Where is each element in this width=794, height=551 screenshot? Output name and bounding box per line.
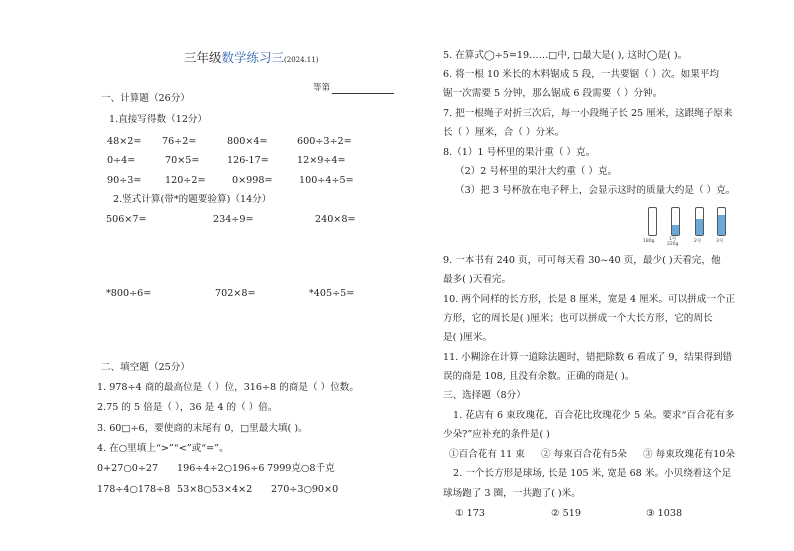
calc-r3-c4: 100÷4÷5=	[299, 175, 354, 186]
cup-2	[695, 209, 704, 236]
fill-q8-1: 8.（1）1 号杯里的果汁重（ ）克。	[443, 147, 596, 158]
compare-r2-c1: 178÷4○178÷8	[97, 484, 171, 495]
title-grade: 三年级	[184, 50, 222, 65]
choice-q1-option-2[interactable]: ② 每束百合花有5朵	[541, 449, 627, 460]
calc-r1-c2: 76÷2=	[162, 136, 197, 147]
fill-q10-line2: 方形，它的周长是( )厘米；也可以拼成一个大长方形，它的周长	[443, 313, 713, 324]
calc-r3-c3: 0×998=	[232, 175, 273, 186]
fill-q7-line2: 长（ ）厘米，合（ ）分米。	[443, 127, 565, 138]
choice-q2-option-1[interactable]: ① 173	[455, 508, 485, 519]
cup-label-4: 3号	[716, 239, 724, 244]
fill-q1: 1. 978÷4 商的最高位是（ ）位，316÷8 的商是（ ）位数。	[97, 382, 359, 393]
vertical-calc-3: 240×8=	[315, 214, 356, 225]
vertical-calc-4: *800÷6=	[106, 288, 152, 299]
calc-r1-c1: 48×2=	[107, 136, 142, 147]
fill-q8-2: （2）2 号杯里的果汁大约重（ ）克。	[455, 166, 618, 177]
fill-q7-line1: 7. 把一根绳子对折三次后，每一小段绳子长 25 厘米，这跟绳子原来	[443, 108, 733, 119]
cup-label-1: 180g	[643, 239, 655, 244]
section1-header: 一、计算题（26分）	[101, 93, 190, 104]
vertical-calc-2: 234÷9=	[213, 214, 254, 225]
choice-q1-line2: 少朵?”应补充的条件是( )	[443, 429, 550, 440]
calc-r2-c1: 0÷4=	[107, 155, 136, 166]
calc-r3-c2: 120÷2=	[165, 175, 206, 186]
cup-1	[671, 209, 680, 236]
cup-label-2a: 1号	[669, 237, 677, 242]
fill-q4: 4. 在○里填上“>”“<”或“=”。	[97, 443, 229, 454]
calc-r2-c4: 12×9÷4=	[297, 155, 346, 166]
fill-q6-line1: 6. 将一根 10 米长的木料锯成 5 段，一共要锯（ ）次。如果平均	[443, 69, 720, 80]
fill-q9-line1: 9. 一本书有 240 页，可可每天看 30~40 页，最少( )天看完，他	[443, 255, 721, 266]
cup-3	[717, 209, 726, 236]
vertical-calc-6: *405÷5=	[309, 288, 355, 299]
choice-q2-line1: 2. 一个长方形是球场, 长是 105 米, 宽是 68 米。小贝绕着这个足	[453, 468, 732, 479]
compare-r2-c2: 53×8○53×4×2	[177, 484, 253, 495]
compare-r1-c1: 0+27○0÷27	[97, 463, 159, 474]
calc-r3-c1: 90÷3=	[107, 175, 142, 186]
grade-field[interactable]	[313, 82, 394, 94]
grade-blank[interactable]	[332, 84, 394, 94]
section3-header: 三、选择题（8分）	[443, 390, 526, 401]
worksheet-title	[184, 48, 318, 66]
choice-q2-option-3[interactable]: ③ 1038	[646, 508, 683, 519]
fill-q10-line3: 是( )厘米。	[443, 332, 492, 343]
calc-r2-c3: 126-17=	[227, 155, 269, 166]
choice-q2-option-2[interactable]: ② 519	[551, 508, 581, 519]
fill-q11-line1: 11. 小糊涂在计算一道除法题时，错把除数 6 看成了 9，结果得到错	[443, 352, 733, 363]
compare-r1-c2: 196÷4÷2○196÷6	[177, 463, 265, 474]
fill-q11-line2: 误的商是 108, 且没有余数。正确的商是( )。	[443, 371, 635, 382]
fill-q5: 5. 在算式◯÷5=19……□中, □最大是( ), 这时◯是( )。	[443, 50, 688, 61]
cup-reference	[648, 209, 657, 236]
compare-r2-c3: 270÷3○90×0	[271, 484, 339, 495]
fill-q8-3: （3）把 3 号杯放在电子秤上，会显示这时的质量大约是（ ）克。	[455, 185, 736, 196]
grade-label: 等第	[313, 83, 331, 93]
choice-q1-option-1[interactable]: ①百合花有 11 束	[449, 449, 525, 460]
choice-q2-line2: 球场跑了 3 圈，一共跑了( )米。	[443, 488, 581, 499]
fill-q9-line2: 最多( )天看完。	[443, 274, 512, 285]
part1-header: 1.直接写得数（12分）	[109, 114, 208, 125]
title-subject: 数学练习三	[221, 50, 285, 65]
fill-q6-line2: 锯一次需要 5 分钟，那么锯成 6 段需要（ ）分钟。	[443, 88, 663, 99]
calc-r2-c2: 70×5=	[165, 155, 200, 166]
fill-q10-line1: 10. 两个同样的长方形，长是 8 厘米，宽是 4 厘米。可以拼成一个正	[443, 294, 736, 305]
cup-label-3: 2号	[694, 239, 702, 244]
choice-q1-option-3[interactable]: ③ 每束玫瑰花有10朵	[643, 449, 736, 460]
section2-header: 二、填空题（25分）	[101, 362, 190, 373]
vertical-calc-1: 506×7=	[106, 214, 147, 225]
vertical-calc-5: 702×8=	[215, 288, 256, 299]
fill-q2: 2.75 的 5 倍是（ ），36 是 4 的（ ）倍。	[97, 402, 278, 413]
cup-label-2b: 220g	[667, 242, 679, 247]
calc-r1-c4: 600÷3÷2=	[297, 136, 352, 147]
title-date: (2024.11)	[284, 56, 319, 64]
fill-q3: 3. 60□÷6，要使商的末尾有 0，□里最大填( )。	[97, 423, 308, 434]
compare-r1-c3: 7999克○8千克	[267, 463, 335, 474]
calc-r1-c3: 800×4=	[227, 136, 268, 147]
choice-q1-line1: 1. 花店有 6 束玫瑰花，百合花比玫瑰花少 5 朵。要求“百合花有多	[453, 410, 735, 421]
part2-header: 2.竖式计算(带*的题要验算)（14分）	[113, 194, 272, 205]
